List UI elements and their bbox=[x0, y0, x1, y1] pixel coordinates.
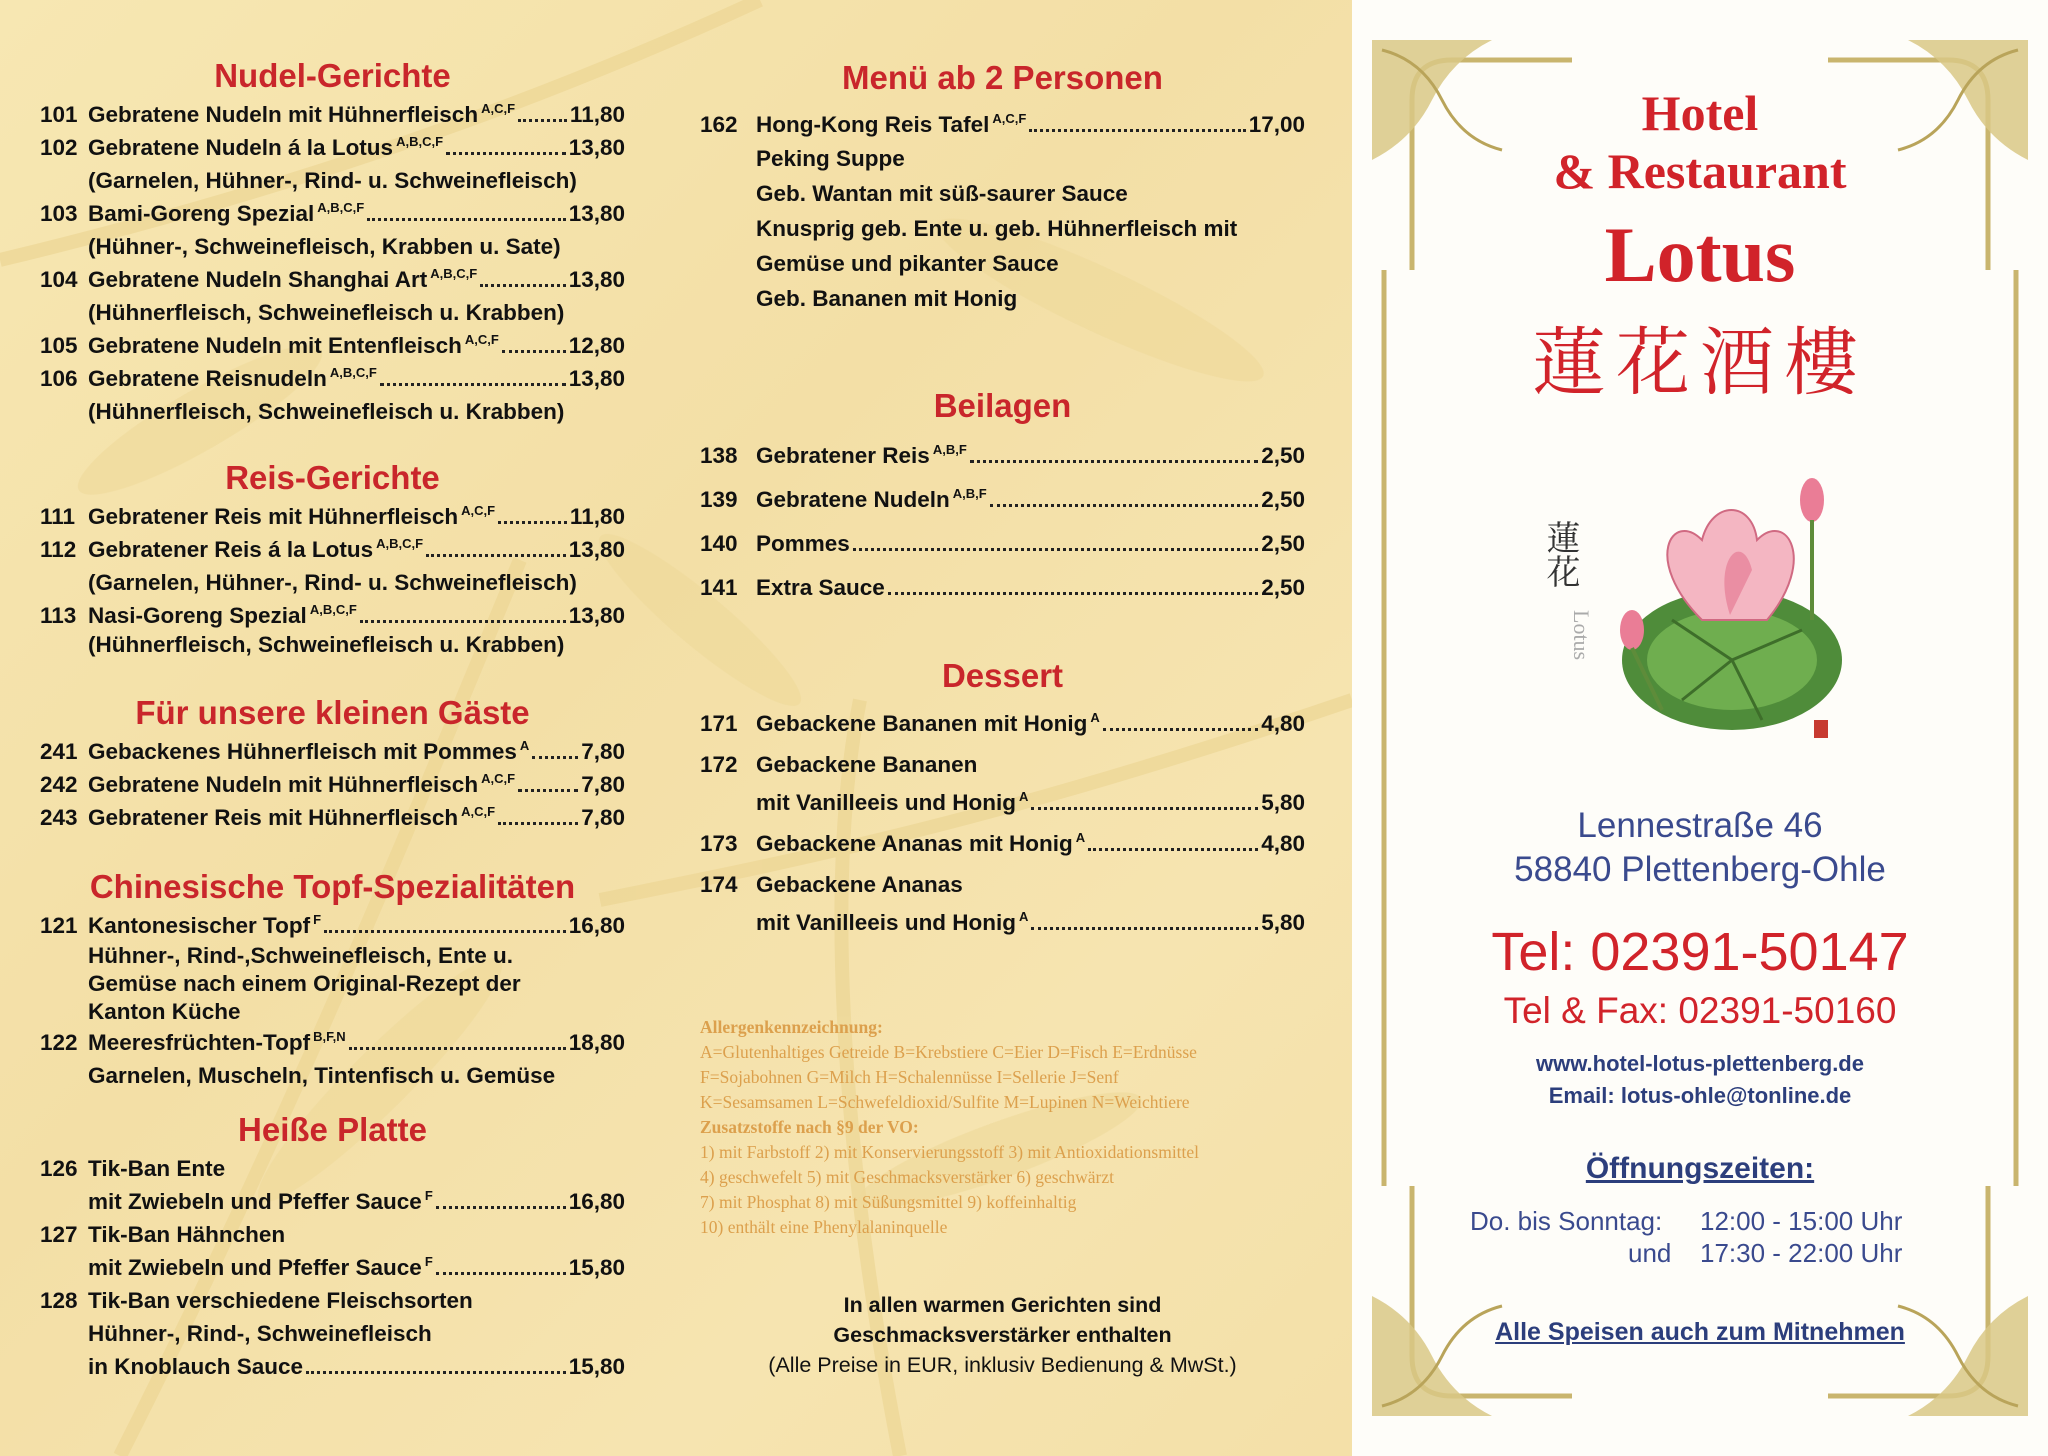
menu-item-line: mit Zwiebeln und Pfeffer Sauce $^F$ 16,80 bbox=[88, 1188, 625, 1214]
opening-hours-title: Öffnungszeiten: bbox=[1585, 1152, 1815, 1185]
logo-lotus-text: Lotus bbox=[1569, 610, 1594, 661]
menu-item: 172 Gebackene Bananen bbox=[700, 752, 978, 777]
additives-line: 7) mit Phosphat 8) mit Süßungsmittel 9) koffeinhaltig bbox=[700, 1192, 1077, 1212]
chinese-name: 蓮花酒樓 bbox=[1532, 320, 1868, 406]
section-kinder bbox=[40, 693, 625, 834]
section-title: Heiße Platte bbox=[238, 1111, 427, 1148]
item-description: (Hühnerfleisch, Schweinefleisch u. Krabben) bbox=[88, 632, 565, 657]
menu-item: 112 Gebratener Reis á la Lotus $^{A,B,C,F}$ 13,80 bbox=[40, 536, 625, 562]
menu-item: 122 Meeresfrüchten-Topf $^{B,F,N}$ 18,80 bbox=[40, 1029, 625, 1055]
menu-item: 140 Pommes 2,50 bbox=[700, 531, 1305, 556]
menu-item: 113 Nasi-Goreng Spezial $^{A,B,C,F}$ 13,80 bbox=[40, 602, 625, 628]
section-title: Reis-Gerichte bbox=[225, 459, 440, 496]
menu-item: 103 Bami-Goreng Spezial $^{A,B,C,F}$ 13,80 bbox=[40, 200, 625, 226]
menu-item: 171 Gebackene Bananen mit Honig $^A$ 4,80 bbox=[700, 710, 1305, 736]
section-platte bbox=[40, 1110, 625, 1383]
menu-item: 101 Gebratene Nudeln mit Hühnerfleisch $^{A,C,F}$ 11,80 bbox=[40, 101, 625, 127]
item-description: (Hühnerfleisch, Schweinefleisch u. Krabben) bbox=[88, 399, 565, 424]
hours-time-1: 12:00 - 15:00 Uhr bbox=[1700, 1206, 1903, 1236]
section-title: Für unsere kleinen Gäste bbox=[135, 694, 530, 731]
section-beilagen bbox=[700, 386, 1305, 610]
course-item: Knusprig geb. Ente u. geb. Hühnerfleisch mit bbox=[756, 216, 1238, 241]
menu-item: 141 Extra Sauce 2,50 bbox=[700, 575, 1305, 600]
lotus-flower-image bbox=[1540, 470, 1872, 760]
section-nudel bbox=[40, 56, 625, 428]
menu-item: 111 Gebratener Reis mit Hühnerfleisch $^{A,C,F}$ 11,80 bbox=[40, 503, 625, 529]
item-description: Kanton Küche bbox=[88, 999, 241, 1024]
hours-and: und bbox=[1628, 1238, 1672, 1268]
item-description: Hühner-, Rind-,Schweinefleisch, Ente u. bbox=[88, 943, 514, 968]
menu-item: 127 Tik-Ban Hähnchen bbox=[40, 1222, 286, 1247]
restaurant-title: & Restaurant bbox=[1553, 143, 1847, 199]
menu-item: 128 Tik-Ban verschiedene Fleischsorten bbox=[40, 1288, 473, 1313]
allergen-line: F=Sojabohnen G=Milch H=Schalennüsse I=Sellerie J=Senf bbox=[700, 1067, 1119, 1087]
item-description: (Hühnerfleisch, Schweinefleisch u. Krabben) bbox=[88, 300, 565, 325]
course-item: Geb. Wantan mit süß-saurer Sauce bbox=[756, 181, 1128, 206]
menu-item: 105 Gebratene Nudeln mit Entenfleisch $^{A,C,F}$ 12,80 bbox=[40, 332, 625, 358]
menu-item: 162 Hong-Kong Reis Tafel $^{A,C,F}$ 17,00 bbox=[700, 111, 1305, 137]
section-title: Beilagen bbox=[933, 387, 1072, 424]
menu-item: 121 Kantonesischer Topf $^F$ 16,80 bbox=[40, 912, 625, 938]
menu-item-line: mit Vanilleeis und Honig $^A$ 5,80 bbox=[756, 789, 1305, 815]
item-description: Garnelen, Muscheln, Tintenfisch u. Gemüse bbox=[88, 1063, 556, 1088]
restaurant-info-panel bbox=[1352, 0, 2048, 1456]
lotus-title: Lotus bbox=[1604, 211, 1796, 298]
allergen-line: A=Glutenhaltiges Getreide B=Krebstiere C=Eier D=Fisch E=Erdnüsse bbox=[700, 1042, 1197, 1062]
item-description: (Garnelen, Hühner-, Rind- u. Schweinefleisch) bbox=[88, 168, 577, 193]
section-topf bbox=[40, 867, 625, 1092]
fax-number[interactable]: Tel & Fax: 02391-50160 bbox=[1503, 990, 1897, 1031]
website-link[interactable]: www.hotel-lotus-plettenberg.de bbox=[1536, 1051, 1864, 1076]
allergen-legend bbox=[700, 1015, 1310, 1240]
menu-item: 173 Gebackene Ananas mit Honig $^A$ 4,80 bbox=[700, 830, 1305, 856]
menu-item: 241 Gebackenes Hühnerfleisch mit Pommes $^A$ 7,80 bbox=[40, 738, 625, 764]
menu-item-line: mit Zwiebeln und Pfeffer Sauce $^F$ 15,80 bbox=[88, 1254, 625, 1280]
address-street: Lennestraße 46 bbox=[1577, 806, 1823, 845]
course-item: Peking Suppe bbox=[756, 146, 905, 171]
hours-time-2: 17:30 - 22:00 Uhr bbox=[1700, 1238, 1903, 1268]
email-link[interactable]: Email: lotus-ohle@tonline.de bbox=[1548, 1083, 1852, 1108]
item-description: Gemüse nach einem Original-Rezept der bbox=[88, 971, 521, 996]
price-note: In allen warmen Gerichten sind Geschmacksverstärker enthalten (Alle Preise in EUR, inklusiv Bedienung & MwSt.) bbox=[768, 1293, 1237, 1377]
item-description: (Garnelen, Hühner-, Rind- u. Schweinefleisch) bbox=[88, 570, 577, 595]
section-title: Chinesische Topf-Spezialitäten bbox=[89, 868, 576, 905]
section-title: Menü ab 2 Personen bbox=[842, 59, 1163, 96]
course-item: Gemüse und pikanter Sauce bbox=[756, 251, 1059, 276]
takeaway-note: Alle Speisen auch zum Mitnehmen bbox=[1495, 1318, 1905, 1346]
hotel-title: Hotel bbox=[1641, 85, 1759, 141]
menu-item: 104 Gebratene Nudeln Shanghai Art $^{A,B,C,F}$ 13,80 bbox=[40, 266, 625, 292]
additives-line: 10) enthält eine Phenylalaninquelle bbox=[700, 1217, 948, 1237]
menu-item-line: mit Vanilleeis und Honig $^A$ 5,80 bbox=[756, 909, 1305, 935]
section-reis bbox=[40, 458, 625, 658]
phone-number[interactable]: Tel: 02391-50147 bbox=[1491, 922, 1909, 982]
menu-item: 174 Gebackene Ananas bbox=[700, 872, 963, 897]
section-dessert bbox=[700, 656, 1305, 942]
menu-item: 126 Tik-Ban Ente bbox=[40, 1156, 226, 1181]
allergen-heading: Allergenkennzeichnung: bbox=[700, 1017, 883, 1037]
menu-item-line: in Knoblauch Sauce 15,80 bbox=[88, 1354, 625, 1379]
menu-item: 138 Gebratener Reis $^{A,B,F}$ 2,50 bbox=[700, 442, 1305, 468]
address-city: 58840 Plettenberg-Ohle bbox=[1514, 850, 1886, 889]
section-title: Nudel-Gerichte bbox=[214, 57, 451, 94]
hours-days: Do. bis Sonntag: bbox=[1470, 1206, 1663, 1236]
section-title: Dessert bbox=[941, 657, 1064, 694]
additives-line: 1) mit Farbstoff 2) mit Konservierungsstoff 3) mit Antioxidationsmittel bbox=[700, 1142, 1200, 1162]
menu-item: 102 Gebratene Nudeln á la Lotus $^{A,B,C,F}$ 13,80 bbox=[40, 134, 625, 160]
item-description: (Hühner-, Schweinefleisch, Krabben u. Sate) bbox=[88, 234, 561, 259]
menu-item: 106 Gebratene Reisnudeln $^{A,B,C,F}$ 13,80 bbox=[40, 365, 625, 391]
section-menu2 bbox=[700, 58, 1305, 316]
logo-chinese-text: 蓮花 bbox=[1540, 520, 1580, 588]
menu-item: 242 Gebratene Nudeln mit Hühnerfleisch $^{A,C,F}$ 7,80 bbox=[40, 771, 625, 797]
item-description: Hühner-, Rind-, Schweinefleisch bbox=[88, 1321, 432, 1346]
additives-line: 4) geschwefelt 5) mit Geschmacksverstärker 6) geschwärzt bbox=[700, 1167, 1114, 1187]
additives-heading: Zusatzstoffe nach §9 der VO: bbox=[700, 1117, 919, 1137]
allergen-line: K=Sesamsamen L=Schwefeldioxid/Sulfite M=Lupinen N=Weichtiere bbox=[700, 1092, 1190, 1112]
course-item: Geb. Bananen mit Honig bbox=[756, 286, 1018, 311]
menu-item: 139 Gebratene Nudeln $^{A,B,F}$ 2,50 bbox=[700, 486, 1305, 512]
menu-item: 243 Gebratener Reis mit Hühnerfleisch $^{A,C,F}$ 7,80 bbox=[40, 804, 625, 830]
